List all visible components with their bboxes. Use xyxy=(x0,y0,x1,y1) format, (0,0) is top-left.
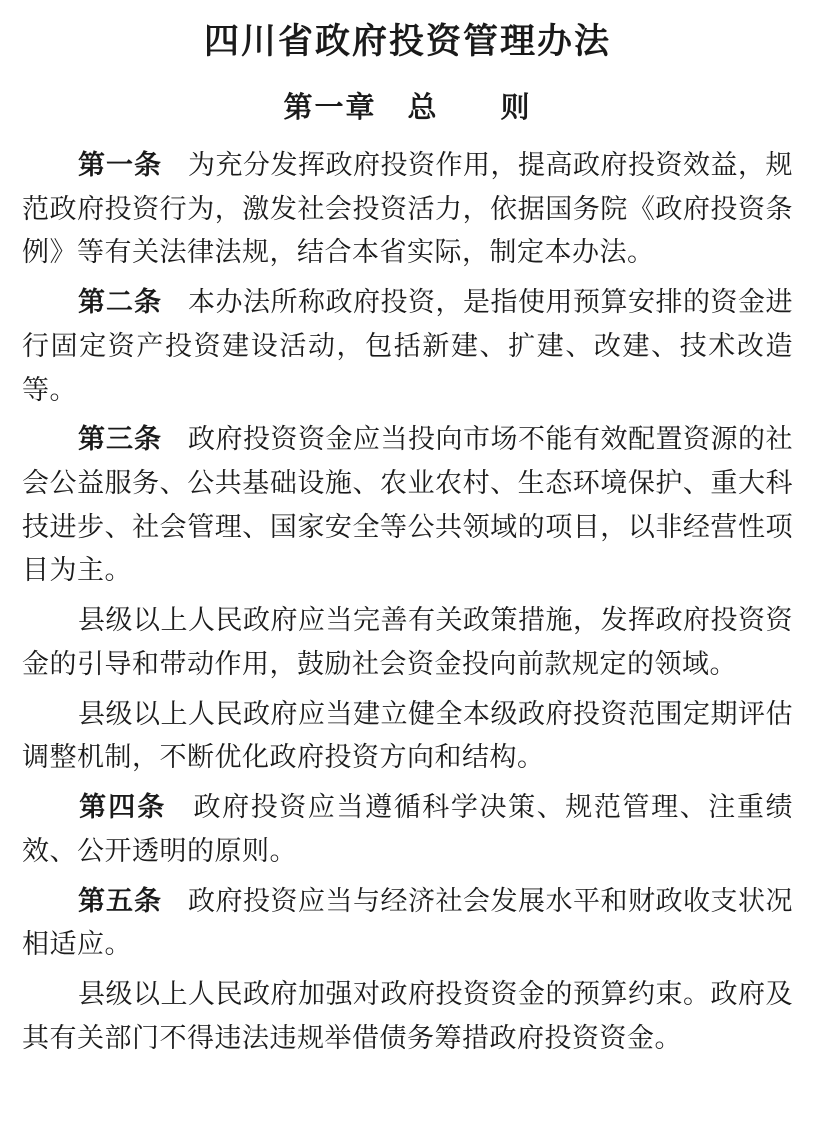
article-paragraph xyxy=(22,418,793,593)
document-body xyxy=(22,144,793,1061)
plain-paragraph xyxy=(22,599,793,686)
article-label: 第五条 xyxy=(78,885,162,917)
article-paragraph xyxy=(22,786,793,873)
paragraph-text: 县级以上人民政府加强对政府投资资金的预算约束。政府及其有关部门不得违法违规举借债务筹措政府投资资金。 xyxy=(22,979,793,1053)
paragraph-text: 县级以上人民政府应当建立健全本级政府投资范围定期评估调整机制，不断优化政府投资方向和结构。 xyxy=(22,698,793,773)
article-text: 政府投资应当遵循科学决策、规范管理、注重绩效、公开透明的原则。 xyxy=(22,792,794,866)
article-label: 第二条 xyxy=(78,287,162,319)
article-text: 政府投资资金应当投向市场不能有效配置资源的社会公益服务、公共基础设施、农业农村、生态环境保护、重大科技进步、社会管理、国家安全等公共领域的项目，以非经营性项目为主。 xyxy=(22,424,793,586)
article-text: 政府投资应当与经济社会发展水平和财政收支状况相适应。 xyxy=(22,885,793,960)
article-label: 第一条 xyxy=(78,149,162,181)
article-text: 本办法所称政府投资，是指使用预算安排的资金进行固定资产投资建设活动，包括新建、扩建、改建、技术改造等。 xyxy=(22,287,793,405)
article-label: 第三条 xyxy=(78,424,162,456)
article-paragraph xyxy=(22,880,793,967)
page-title: 四川省政府投资管理办法 xyxy=(203,21,611,62)
chapter-heading: 第一章 总 则 xyxy=(283,90,532,125)
paragraph-text: 县级以上人民政府应当完善有关政策措施，发挥政府投资资金的引导和带动作用，鼓励社会资金投向前款规定的领域。 xyxy=(22,605,793,679)
article-text: 为充分发挥政府投资作用，提高政府投资效益，规范政府投资行为，激发社会投资活力，依据国务院《政府投资条例》等有关法律法规，结合本省实际，制定本办法。 xyxy=(22,149,793,268)
article-paragraph xyxy=(22,144,793,275)
article-paragraph xyxy=(22,281,793,412)
article-label: 第四条 xyxy=(78,792,167,824)
plain-paragraph xyxy=(22,973,793,1060)
plain-paragraph xyxy=(22,693,793,780)
